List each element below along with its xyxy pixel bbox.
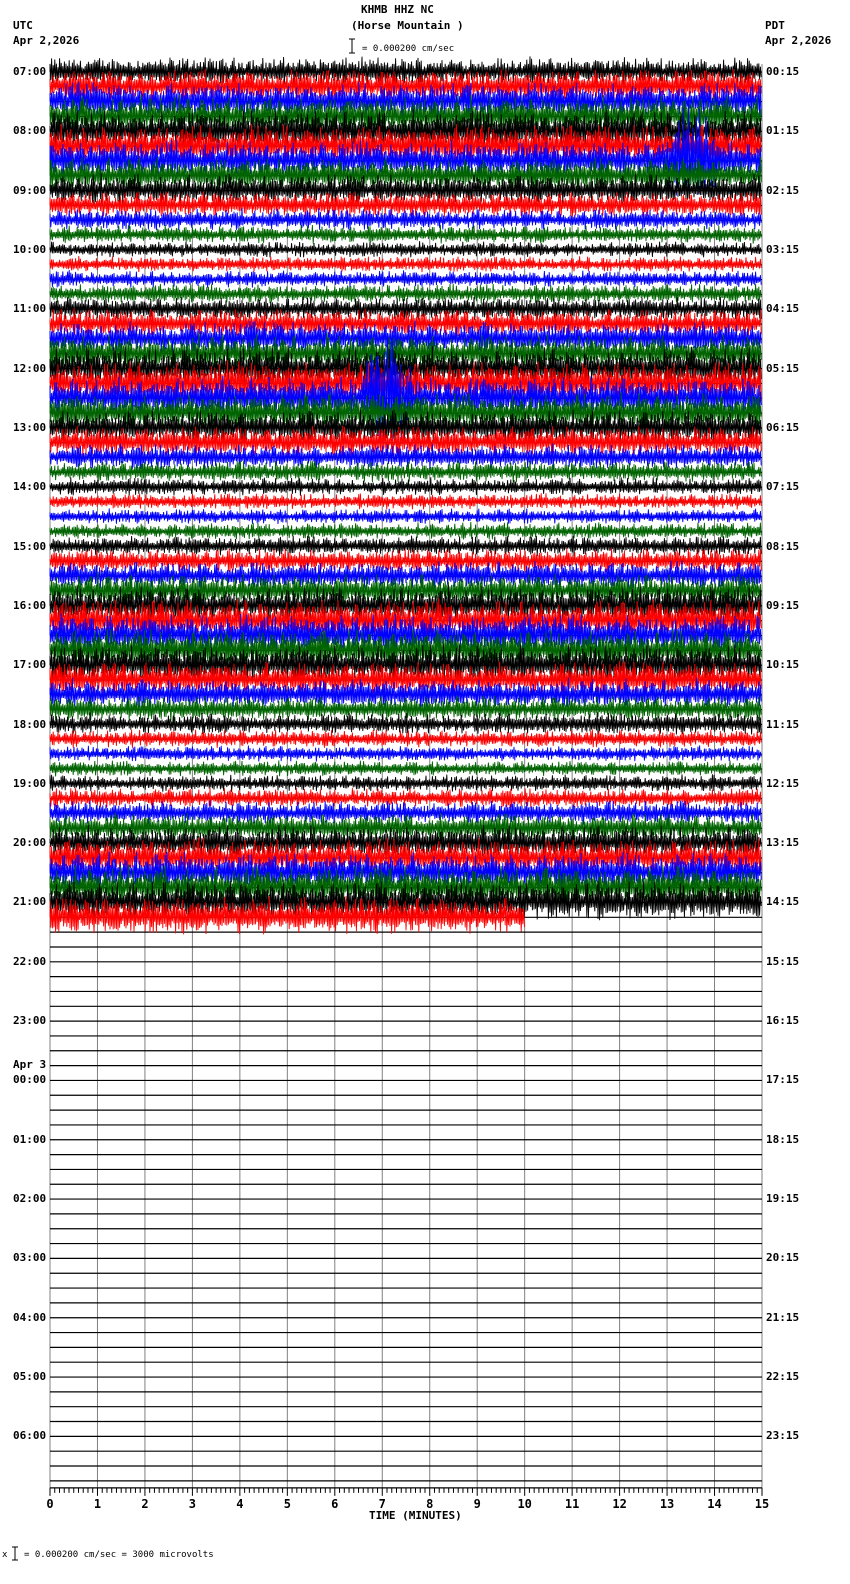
x-tick-label: 10 xyxy=(517,1496,532,1511)
trace-row xyxy=(50,774,761,792)
pdt-hour-label: 12:15 xyxy=(766,776,800,790)
x-tick-label: 1 xyxy=(93,1496,102,1511)
utc-hour-label: 06:00 xyxy=(13,1429,47,1443)
utc-hour-label: 23:00 xyxy=(13,1014,47,1028)
utc-hour-label: 01:00 xyxy=(13,1132,47,1146)
utc-hour-label: 08:00 xyxy=(13,124,47,138)
trace-row xyxy=(50,760,761,776)
utc-hour-label: 15:00 xyxy=(13,539,47,553)
footer-marker: x xyxy=(2,1550,8,1560)
utc-hour-label: 00:00 xyxy=(13,1073,47,1087)
x-tick-label: 7 xyxy=(378,1496,386,1511)
trace-row xyxy=(50,745,761,761)
pdt-hour-label: 05:15 xyxy=(766,361,800,375)
utc-hour-label: 13:00 xyxy=(13,420,47,434)
pdt-hour-label: 01:15 xyxy=(766,124,800,138)
utc-hour-label: 19:00 xyxy=(13,776,47,790)
utc-hour-label: 12:00 xyxy=(13,361,47,375)
pdt-hour-label: 19:15 xyxy=(766,1192,800,1206)
x-tick-label: 8 xyxy=(426,1496,434,1511)
pdt-hour-label: 16:15 xyxy=(766,1014,800,1028)
utc-hour-label: 18:00 xyxy=(13,717,47,731)
pdt-hour-label: 20:15 xyxy=(766,1251,800,1265)
x-tick-label: 3 xyxy=(188,1496,197,1511)
right-date: Apr 2,2026 xyxy=(765,34,832,47)
trace-row xyxy=(50,493,761,509)
pdt-hour-label: 23:15 xyxy=(766,1429,800,1443)
right-timezone: PDT xyxy=(765,19,785,32)
trace-row xyxy=(50,460,761,482)
pdt-hour-label: 21:15 xyxy=(766,1310,800,1324)
pdt-hour-label: 00:15 xyxy=(766,65,800,78)
trace-row xyxy=(50,256,761,272)
station-location: (Horse Mountain ) xyxy=(351,19,464,32)
utc-hour-label: 14:00 xyxy=(13,480,47,494)
pdt-hour-label: 22:15 xyxy=(766,1370,800,1384)
trace-row xyxy=(50,241,761,257)
utc-hour-label: 11:00 xyxy=(13,302,47,316)
station-title: KHMB HHZ NC xyxy=(361,3,434,16)
trace-row xyxy=(50,270,761,288)
utc-hour-label: 16:00 xyxy=(13,598,47,612)
x-tick-label: 6 xyxy=(331,1496,339,1511)
pdt-hour-label: 17:15 xyxy=(766,1073,800,1087)
x-tick-label: 11 xyxy=(564,1496,580,1511)
footer-scale-text: = 0.000200 cm/sec = 3000 microvolts xyxy=(24,1550,214,1560)
utc-hour-label: 03:00 xyxy=(13,1251,47,1265)
x-axis-label: TIME (MINUTES) xyxy=(369,1509,462,1522)
pdt-hour-label: 10:15 xyxy=(766,658,800,672)
x-tick-label: 14 xyxy=(707,1496,722,1511)
trace-row xyxy=(50,477,761,495)
utc-hour-label: 17:00 xyxy=(13,658,47,672)
left-date: Apr 2,2026 xyxy=(13,34,80,47)
x-tick-label: 15 xyxy=(754,1496,770,1511)
utc-hour-label: 20:00 xyxy=(13,836,47,850)
trace-row xyxy=(50,208,761,230)
utc-hour-label: 22:00 xyxy=(13,954,47,968)
utc-hour-label: 04:00 xyxy=(13,1310,47,1324)
pdt-hour-label: 09:15 xyxy=(766,598,800,612)
utc-hour-label: 09:00 xyxy=(13,183,47,197)
pdt-hour-label: 14:15 xyxy=(766,895,800,909)
pdt-hour-label: 04:15 xyxy=(766,302,800,316)
date-change-label: Apr 3 xyxy=(13,1058,47,1072)
x-tick-label: 2 xyxy=(141,1496,149,1511)
pdt-hour-label: 08:15 xyxy=(766,539,800,553)
pdt-hour-label: 13:15 xyxy=(766,836,800,850)
utc-hour-label: 10:00 xyxy=(13,242,47,256)
x-tick-label: 12 xyxy=(612,1496,627,1511)
pdt-hour-label: 03:15 xyxy=(766,242,800,256)
x-tick-label: 9 xyxy=(473,1496,481,1511)
x-tick-label: 5 xyxy=(283,1496,291,1511)
pdt-hour-label: 02:15 xyxy=(766,183,800,197)
utc-hour-label: 21:00 xyxy=(13,895,47,909)
pdt-hour-label: 18:15 xyxy=(766,1132,800,1146)
pdt-hour-label: 07:15 xyxy=(766,480,800,494)
trace-row xyxy=(50,522,761,540)
trace-row xyxy=(50,508,761,524)
x-tick-label: 4 xyxy=(236,1496,244,1511)
x-tick-label: 13 xyxy=(659,1496,675,1511)
utc-hour-label: 02:00 xyxy=(13,1192,47,1206)
trace-row xyxy=(50,284,761,303)
pdt-hour-label: 11:15 xyxy=(766,717,800,731)
utc-hour-label: 07:00 xyxy=(13,65,47,78)
header-scale-text: = 0.000200 cm/sec xyxy=(362,44,455,54)
utc-hour-label: 05:00 xyxy=(13,1370,47,1384)
x-tick-label: 0 xyxy=(46,1496,54,1511)
left-timezone: UTC xyxy=(13,19,33,32)
pdt-hour-label: 15:15 xyxy=(766,954,800,968)
pdt-hour-label: 06:15 xyxy=(766,420,800,434)
